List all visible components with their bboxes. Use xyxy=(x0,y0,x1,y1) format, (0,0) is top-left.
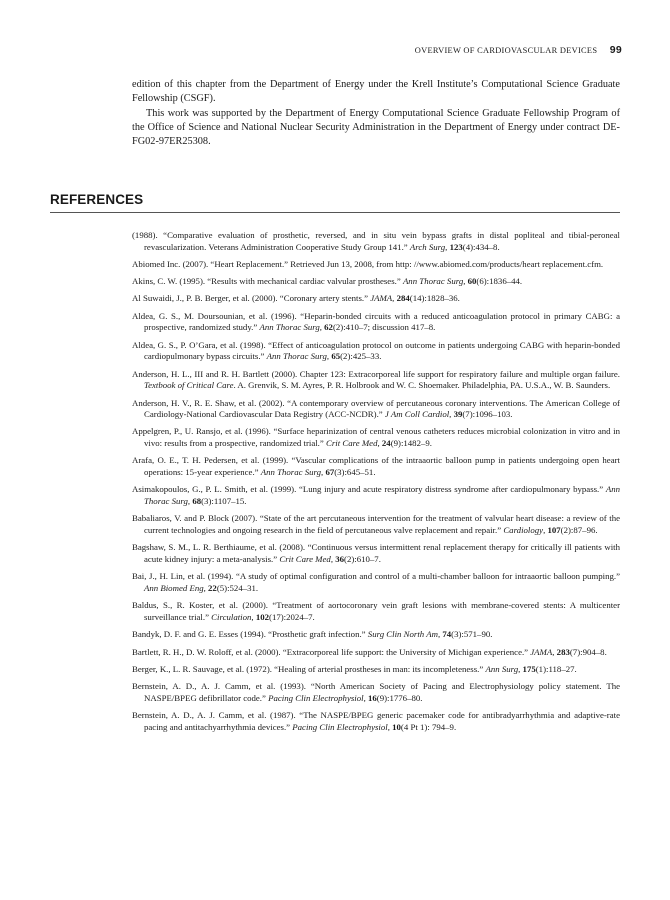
reference-pages: (4):434–8. xyxy=(462,241,500,252)
reference-volume: 10 xyxy=(392,721,401,732)
reference-journal: Ann Thorac Surg xyxy=(266,351,327,362)
reference-entry xyxy=(132,311,620,335)
reference-journal: JAMA xyxy=(530,646,553,657)
reference-pages: (2):410–7; discussion 417–8. xyxy=(332,322,436,333)
references-heading: REFERENCES xyxy=(50,192,144,207)
reference-pages: (17):2024–7. xyxy=(269,612,315,623)
reference-separator: , xyxy=(392,293,397,304)
reference-text: Arafa, O. E., T. H. Pedersen, et al. (1999). “Vascular complications of the intraaortic balloon pump in patients undergoing open heart operations: 15-year experience.” xyxy=(132,455,620,478)
reference-journal: Textbook of Critical Care xyxy=(144,380,234,391)
reference-pages: (14):1828–36. xyxy=(409,293,460,304)
reference-journal: Cardiology xyxy=(503,525,544,536)
reference-separator: , xyxy=(463,276,468,287)
reference-volume: 36 xyxy=(335,554,345,565)
reference-separator: , xyxy=(449,409,454,420)
reference-separator: , xyxy=(251,612,256,623)
reference-entry xyxy=(132,398,620,422)
reference-entry xyxy=(132,600,620,624)
reference-text: Bandyk, D. F. and G. E. Esses (1994). “Prosthetic graft infection.” xyxy=(132,629,368,640)
reference-text: Bai, J., H. Lin, et al. (1994). “A study of optimal configuration and control of a multi-chamber balloon for intraaortic balloon pumping.” xyxy=(132,571,620,582)
reference-text: Bagshaw, S. M., L. R. Berthiaume, et al. (2008). “Continuous versus intermittent renal replacement therapy for critically ill patients with acute kidney injury: a meta-analysis.” xyxy=(132,542,620,565)
reference-text: Anderson, H. L., III and R. H. Bartlett (2000). Chapter 123: Extracorporeal life support for respiratory failure and multiple organ failure. xyxy=(132,368,620,379)
reference-journal: Surg Clin North Am xyxy=(367,629,438,640)
reference-journal: Pacing Clin Electrophysiol xyxy=(268,692,364,703)
reference-journal: Ann Biomed Eng xyxy=(144,583,204,594)
reference-text: Babaliaros, V. and P. Block (2007). “State of the art percutaneous intervention for the treatment of valvular heart disease: a review of the current technologies and ongoing research in the field of percutaneous valve replacement and repair.” xyxy=(132,513,620,536)
reference-journal: Circulation xyxy=(211,612,252,623)
reference-text: Al Suwaidi, J., P. B. Berger, et al. (2000). “Coronary artery stents.” xyxy=(132,293,371,304)
reference-pages: (1):118–27. xyxy=(535,663,577,674)
reference-pages: (9):1482–9. xyxy=(390,438,432,449)
reference-volume: 67 xyxy=(325,467,335,478)
reference-volume: 74 xyxy=(442,629,452,640)
reference-pages: (2):87–96. xyxy=(560,525,598,536)
reference-text: Aldea, G. S., P. O’Gara, et al. (1998). “Effect of anticoagulation protocol on outcome in patients undergoing CABG with heparin-bonded cardiopulmonary bypass circuits.” xyxy=(132,339,620,362)
reference-pages: . A. Grenvik, S. M. Ayres, P. R. Holbrook and W. C. Shoemaker. Philadelphia, PA. U.S.A., W. B. Saunders. xyxy=(233,380,611,391)
reference-separator: , xyxy=(326,351,332,362)
reference-text: Abiomed Inc. (2007). “Heart Replacement.” Retrieved Jun 13, 2008, from http: //www.abiomed.com/products/heart replacement.cfm. xyxy=(132,258,604,269)
reference-pages: (9):1776–80. xyxy=(376,692,423,703)
reference-journal: J Am Coll Cardiol xyxy=(384,409,450,420)
reference-text: Aldea, G. S., M. Doursounian, et al. (1996). “Heparin-bonded circuits with a reduced anticoagulation protocol in primary CABG: a prospective, randomized study.” xyxy=(132,310,620,333)
reference-journal: Crit Care Med xyxy=(326,438,378,449)
reference-volume: 107 xyxy=(547,525,561,536)
reference-entry xyxy=(132,484,620,508)
reference-volume: 16 xyxy=(367,692,377,703)
reference-entry xyxy=(132,647,620,659)
reference-volume: 123 xyxy=(449,241,463,252)
reference-volume: 283 xyxy=(556,646,570,657)
reference-volume: 22 xyxy=(208,583,217,594)
reference-pages: (6):1836–44. xyxy=(476,276,523,287)
references-list xyxy=(132,230,620,739)
reference-separator: , xyxy=(445,241,450,252)
reference-entry xyxy=(132,664,620,676)
reference-entry xyxy=(132,629,620,641)
reference-separator: , xyxy=(387,721,393,732)
reference-separator: , xyxy=(518,663,523,674)
reference-text: Anderson, H. V., R. E. Shaw, et al. (2002). “A contemporary overview of percutaneous coronary interventions. The American College of Cardiology-National Cardiovascular Data Registry (ACC-NCDR).” xyxy=(132,397,620,420)
running-head xyxy=(415,44,622,56)
reference-journal: Ann Surg xyxy=(485,663,519,674)
reference-text: Appelgren, P., U. Ransjo, et al. (1996). “Surface heparinization of central venous catheters reduces microbial colonization in vitro and in vivo: results from a prospective, randomized trial.” xyxy=(132,426,620,449)
reference-separator: , xyxy=(203,583,209,594)
reference-text: Asimakopoulos, G., P. L. Smith, et al. (1999). “Lung injury and acute respiratory distress syndrome after cardiopulmonary bypass.” xyxy=(132,484,606,495)
reference-pages: (7):1096–103. xyxy=(462,409,513,420)
reference-journal: Arch Surg xyxy=(409,241,446,252)
reference-entry xyxy=(132,276,620,288)
reference-entry xyxy=(132,259,620,271)
reference-separator: , xyxy=(319,322,325,333)
reference-entry xyxy=(132,681,620,705)
reference-entry xyxy=(132,230,620,254)
reference-journal: Crit Care Med xyxy=(279,554,331,565)
intro-text xyxy=(132,78,620,149)
reference-text: Bernstein, A. D., A. J. Camm, et al. (1987). “The NASPE/BPEG generic pacemaker code for antibradyarrhythmia and adaptive-rate pacing and antitachyarrhythmia devices.” xyxy=(132,709,620,732)
reference-entry xyxy=(132,426,620,450)
intro-paragraph-2: This work was supported by the Department of Energy Computational Science Graduate Fellowship Program of the Office of Science and National Nuclear Security Administration in the Department of Energy under contract DE-FG02-97ER25308. xyxy=(132,107,620,148)
reference-text: Akins, C. W. (1995). “Results with mechanical cardiac valvular prostheses.” xyxy=(132,276,403,287)
reference-separator: , xyxy=(552,646,557,657)
reference-volume: 65 xyxy=(331,351,341,362)
page-number: 99 xyxy=(609,44,622,56)
reference-pages: (2):610–7. xyxy=(344,554,381,565)
reference-journal: Ann Thorac Surg xyxy=(402,276,464,287)
reference-separator: , xyxy=(377,438,382,449)
reference-entry xyxy=(132,340,620,364)
reference-pages: (5):524–31. xyxy=(216,583,259,594)
reference-volume: 60 xyxy=(467,276,477,287)
reference-text: Bartlett, R. H., D. W. Roloff, et al. (2000). “Extracorporeal life support: the University of Michigan experience.” xyxy=(132,646,531,657)
reference-text: Baldus, S., R. Koster, et al. (2000). “Treatment of aortocoronary vein graft lesions with membrane-covered stents: A multicenter surveillance trial.” xyxy=(132,600,620,623)
reference-entry xyxy=(132,455,620,479)
reference-pages: (3):571–90. xyxy=(451,629,493,640)
reference-entry xyxy=(132,571,620,595)
reference-volume: 284 xyxy=(396,293,410,304)
reference-entry xyxy=(132,369,620,393)
reference-journal: Ann Thorac Surg xyxy=(260,467,322,478)
reference-entry xyxy=(132,710,620,734)
reference-journal: Ann Thorac Surg xyxy=(144,484,620,507)
reference-volume: 62 xyxy=(324,322,333,333)
reference-entry xyxy=(132,542,620,566)
reference-text: Bernstein, A. D., A. J. Camm, et al. (1993). “North American Society of Pacing and Electrophysiology policy statement. The NASPE/BPEG defibrillator code.” xyxy=(132,680,620,703)
reference-volume: 175 xyxy=(522,663,536,674)
reference-volume: 102 xyxy=(255,612,270,623)
reference-pages: (3):645–51. xyxy=(334,467,376,478)
references-divider xyxy=(50,212,620,213)
intro-paragraph-1: edition of this chapter from the Department of Energy under the Krell Institute’s Computational Science Graduate Fellowship (CSGF). xyxy=(132,79,620,105)
reference-separator: , xyxy=(330,554,336,565)
reference-separator: , xyxy=(187,496,193,507)
reference-volume: 39 xyxy=(453,409,463,420)
reference-separator: , xyxy=(543,525,548,536)
running-title: OVERVIEW OF CARDIOVASCULAR DEVICES xyxy=(414,46,598,55)
reference-pages: (2):425–33. xyxy=(340,351,382,362)
reference-pages: (7):904–8. xyxy=(569,646,607,657)
reference-volume: 24 xyxy=(381,438,391,449)
reference-text: Berger, K., L. R. Sauvage, et al. (1972). “Healing of arterial prostheses in man: its incompleteness.” xyxy=(132,663,486,674)
reference-separator: , xyxy=(321,467,326,478)
reference-pages: (4 Pt 1): 794–9. xyxy=(400,721,457,732)
reference-journal: Ann Thorac Surg xyxy=(259,322,320,333)
reference-pages: (3):1107–15. xyxy=(201,496,247,507)
reference-journal: JAMA xyxy=(370,293,393,304)
reference-entry xyxy=(132,513,620,537)
reference-text: (1988). “Comparative evaluation of prosthetic, reversed, and in situ vein bypass grafts in distal popliteal and tibial-peroneal revascularization. Veterans Administration Cooperative Study Group 141.” xyxy=(132,230,620,252)
reference-separator: , xyxy=(363,692,368,703)
reference-separator: , xyxy=(437,629,443,640)
reference-volume: 68 xyxy=(192,496,202,507)
reference-journal: Pacing Clin Electrophysiol xyxy=(292,721,388,732)
reference-entry xyxy=(132,293,620,305)
